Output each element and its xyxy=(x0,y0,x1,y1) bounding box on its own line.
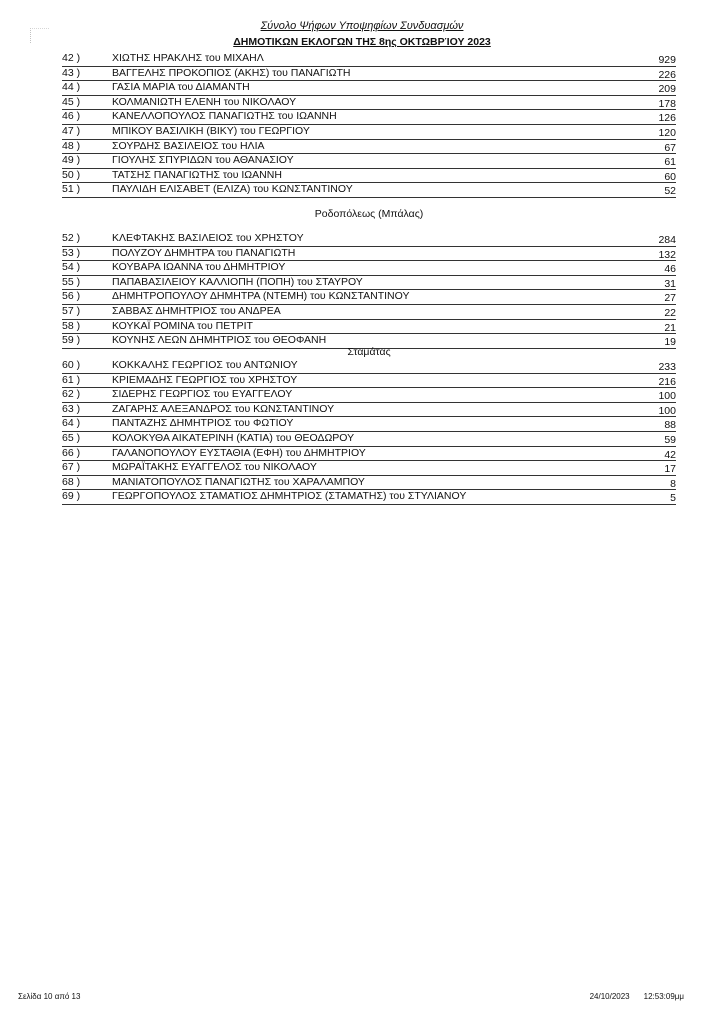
table-row xyxy=(62,403,676,418)
candidate-number: 60 ) xyxy=(62,359,81,371)
candidate-number: 65 ) xyxy=(62,431,81,444)
vote-count: 27 xyxy=(664,292,676,305)
table-row xyxy=(62,305,676,320)
region-heading: Σταμάτας xyxy=(347,346,391,358)
vote-count: 132 xyxy=(658,248,676,261)
candidate-name: ΓΙΟΥΛΗΣ ΣΠΥΡΙΔΩΝ του ΑΘΑΝΑΣΙΟΥ xyxy=(112,154,294,167)
table-row xyxy=(62,417,676,432)
candidate-number: 64 ) xyxy=(62,417,81,430)
candidate-name: ΧΙΩΤΗΣ ΗΡΑΚΛΗΣ του ΜΙΧΑΗΛ xyxy=(112,52,264,64)
candidate-number: 50 ) xyxy=(62,168,81,181)
candidate-number: 55 ) xyxy=(62,275,81,288)
vote-count: 46 xyxy=(664,263,676,276)
table-row xyxy=(62,290,676,305)
candidate-number: 54 ) xyxy=(62,261,81,274)
candidate-number: 49 ) xyxy=(62,154,81,167)
candidate-number: 43 ) xyxy=(62,66,81,79)
candidate-name: ΣΑΒΒΑΣ ΔΗΜΗΤΡΙΟΣ του ΑΝΔΡΕΑ xyxy=(112,304,281,317)
table-row xyxy=(62,183,676,198)
vote-count: 8 xyxy=(670,477,676,490)
vote-count: 42 xyxy=(664,448,676,461)
candidate-number: 56 ) xyxy=(62,290,81,303)
vote-count: 19 xyxy=(664,336,676,349)
candidate-name: ΖΑΓΑΡΗΣ ΑΛΕΞΑΝΔΡΟΣ του ΚΩΝΣΤΑΝΤΙΝΟΥ xyxy=(112,402,335,415)
print-time: 12:53:09μμ xyxy=(643,992,684,1001)
candidate-number: 61 ) xyxy=(62,373,81,386)
candidate-name: ΚΟΛΟΚΥΘΑ ΑΙΚΑΤΕΡΙΝΗ (ΚΑΤΙΑ) του ΘΕΟΔΩΡΟΥ xyxy=(112,431,355,444)
table-row xyxy=(62,52,676,67)
vote-count: 929 xyxy=(658,54,676,66)
candidate-section xyxy=(62,52,676,198)
candidate-name: ΓΕΩΡΓΟΠΟΥΛΟΣ ΣΤΑΜΑΤΙΟΣ ΔΗΜΗΤΡΙΟΣ (ΣΤΑΜΑΤΗΣ) του ΣΤΥΛΙΑΝΟΥ xyxy=(112,490,467,503)
table-row xyxy=(62,140,676,155)
candidate-name: ΓΑΣΙΑ ΜΑΡΙΑ του ΔΙΑΜΑΝΤΗ xyxy=(112,81,250,94)
table-row xyxy=(62,96,676,111)
vote-count: 17 xyxy=(664,463,676,476)
candidate-name: ΠΟΛΥΖΟΥ ΔΗΜΗΤΡΑ του ΠΑΝΑΓΙΩΤΗ xyxy=(112,246,296,259)
vote-count: 61 xyxy=(664,156,676,169)
vote-count: 22 xyxy=(664,306,676,319)
region-heading: Ροδοπόλεως (Μπάλας) xyxy=(314,208,424,220)
vote-count: 21 xyxy=(664,321,676,334)
vote-count: 59 xyxy=(664,433,676,446)
candidate-name: ΚΡΙΕΜΑΔΗΣ ΓΕΩΡΓΙΟΣ του ΧΡΗΣΤΟΥ xyxy=(112,373,298,386)
document-subtitle: ΔΗΜΟΤΙΚΩΝ ΕΚΛΟΓΩΝ ΤΗΣ 8ης ΟΚΤΩΒΡΊΟΥ 2023 xyxy=(233,36,491,48)
candidate-number: 66 ) xyxy=(62,446,81,459)
candidate-number: 48 ) xyxy=(62,139,81,152)
candidate-name: ΚΟΥΒΑΡΑ ΙΩΑΝΝΑ του ΔΗΜΗΤΡΙΟΥ xyxy=(112,261,286,274)
candidate-name: ΣΙΔΕΡΗΣ ΓΕΩΡΓΙΟΣ του ΕΥΑΓΓΕΛΟΥ xyxy=(112,388,293,401)
table-row xyxy=(62,110,676,125)
candidate-name: ΜΑΝΙΑΤΟΠΟΥΛΟΣ ΠΑΝΑΓΙΩΤΗΣ του ΧΑΡΑΛΑΜΠΟΥ xyxy=(112,475,365,488)
table-row xyxy=(62,232,676,247)
vote-count: 31 xyxy=(664,277,676,290)
candidate-number: 57 ) xyxy=(62,304,81,317)
table-row xyxy=(62,359,676,374)
candidate-name: ΣΟΥΡΔΗΣ ΒΑΣΙΛΕΙΟΣ του ΗΛΙΑ xyxy=(112,139,265,152)
candidate-name: ΚΟΚΚΑΛΗΣ ΓΕΩΡΓΙΟΣ του ΑΝΤΩΝΙΟΥ xyxy=(112,359,298,371)
candidate-number: 63 ) xyxy=(62,402,81,415)
candidate-number: 53 ) xyxy=(62,246,81,259)
candidate-number: 44 ) xyxy=(62,81,81,94)
print-date: 24/10/2023 xyxy=(589,992,630,1001)
vote-count: 100 xyxy=(658,390,676,403)
candidate-number: 68 ) xyxy=(62,475,81,488)
vote-count: 52 xyxy=(664,185,676,198)
table-row xyxy=(62,447,676,462)
candidate-number: 52 ) xyxy=(62,232,81,244)
table-row xyxy=(62,461,676,476)
table-row xyxy=(62,490,676,505)
candidate-name: ΔΗΜΗΤΡΟΠΟΥΛΟΥ ΔΗΜΗΤΡΑ (ΝΤΕΜΗ) του ΚΩΝΣΤΑΝΤΙΝΟΥ xyxy=(112,290,410,303)
candidate-number: 58 ) xyxy=(62,319,81,332)
table-row xyxy=(62,81,676,96)
candidate-number: 51 ) xyxy=(62,183,81,196)
vote-count: 60 xyxy=(664,170,676,183)
candidate-number: 62 ) xyxy=(62,388,81,401)
vote-count: 67 xyxy=(664,141,676,154)
candidate-name: ΠΑΝΤΑΖΗΣ ΔΗΜΗΤΡΙΟΣ του ΦΩΤΙΟΥ xyxy=(112,417,294,430)
vote-count: 120 xyxy=(658,126,676,139)
candidate-number: 42 ) xyxy=(62,52,81,64)
candidate-number: 67 ) xyxy=(62,461,81,474)
table-row xyxy=(62,276,676,291)
candidate-number: 45 ) xyxy=(62,95,81,108)
candidate-name: ΚΛΕΦΤΑΚΗΣ ΒΑΣΙΛΕΙΟΣ του ΧΡΗΣΤΟΥ xyxy=(112,232,304,244)
candidate-number: 59 ) xyxy=(62,334,81,347)
candidate-name: ΜΩΡΑΪΤΑΚΗΣ ΕΥΑΓΓΕΛΟΣ του ΝΙΚΟΛΑΟΥ xyxy=(112,461,317,474)
vote-count: 178 xyxy=(658,97,676,110)
candidate-name: ΤΑΤΣΗΣ ΠΑΝΑΓΙΩΤΗΣ του ΙΩΑΝΝΗ xyxy=(112,168,282,181)
document-title: Σύνολο Ψήφων Υποψηφίων Συνδυασμών xyxy=(260,20,464,32)
table-row xyxy=(62,169,676,184)
table-row xyxy=(62,125,676,140)
vote-count: 216 xyxy=(658,375,676,388)
vote-count: 5 xyxy=(670,492,676,505)
table-row xyxy=(62,261,676,276)
table-row xyxy=(62,154,676,169)
candidate-name: ΚΟΛΜΑΝΙΩΤΗ ΕΛΕΝΗ του ΝΙΚΟΛΑΟΥ xyxy=(112,95,297,108)
candidate-name: ΠΑΠΑΒΑΣΙΛΕΙΟΥ ΚΑΛΛΙΟΠΗ (ΠΟΠΗ) του ΣΤΑΥΡΟΥ xyxy=(112,275,363,288)
table-row xyxy=(62,476,676,491)
vote-count: 100 xyxy=(658,404,676,417)
candidate-section xyxy=(62,359,676,505)
table-row xyxy=(62,67,676,82)
table-row xyxy=(62,374,676,389)
vote-count: 209 xyxy=(658,83,676,96)
table-row xyxy=(62,388,676,403)
vote-count: 233 xyxy=(658,361,676,373)
candidate-name: ΒΑΓΓΕΛΗΣ ΠΡΟΚΟΠΙΟΣ (ΑΚΗΣ) του ΠΑΝΑΓΙΩΤΗ xyxy=(112,66,351,79)
table-row xyxy=(62,432,676,447)
table-row xyxy=(62,247,676,262)
table-row xyxy=(62,320,676,335)
candidate-section xyxy=(62,232,676,349)
candidate-name: ΓΑΛΑΝΟΠΟΥΛΟΥ ΕΥΣΤΑΘΙΑ (ΕΦΗ) του ΔΗΜΗΤΡΙΟΥ xyxy=(112,446,366,459)
vote-count: 226 xyxy=(658,68,676,81)
vote-count: 88 xyxy=(664,419,676,432)
candidate-name: ΠΑΥΛΙΔΗ ΕΛΙΣΑΒΕΤ (ΕΛΙΖΑ) του ΚΩΝΣΤΑΝΤΙΝΟΥ xyxy=(112,183,353,196)
candidate-number: 46 ) xyxy=(62,110,81,123)
candidate-name: ΜΠΙΚΟΥ ΒΑΣΙΛΙΚΗ (ΒΙΚΥ) του ΓΕΩΡΓΙΟΥ xyxy=(112,124,310,137)
vote-count: 284 xyxy=(658,234,676,246)
candidate-name: ΚΑΝΕΛΛΟΠΟΥΛΟΣ ΠΑΝΑΓΙΩΤΗΣ του ΙΩΑΝΝΗ xyxy=(112,110,337,123)
candidate-name: ΚΟΥΝΗΣ ΛΕΩΝ ΔΗΜΗΤΡΙΟΣ του ΘΕΟΦΑΝΗ xyxy=(112,334,327,347)
candidate-number: 47 ) xyxy=(62,124,81,137)
candidate-number: 69 ) xyxy=(62,490,81,503)
vote-count: 126 xyxy=(658,112,676,125)
candidate-name: ΚΟΥΚΑΪ ΡΟΜΙΝΑ του ΠΕΤΡΙΤ xyxy=(112,319,253,332)
print-timestamp xyxy=(576,992,684,1002)
page-number: Σελίδα 10 από 13 xyxy=(18,992,81,1001)
